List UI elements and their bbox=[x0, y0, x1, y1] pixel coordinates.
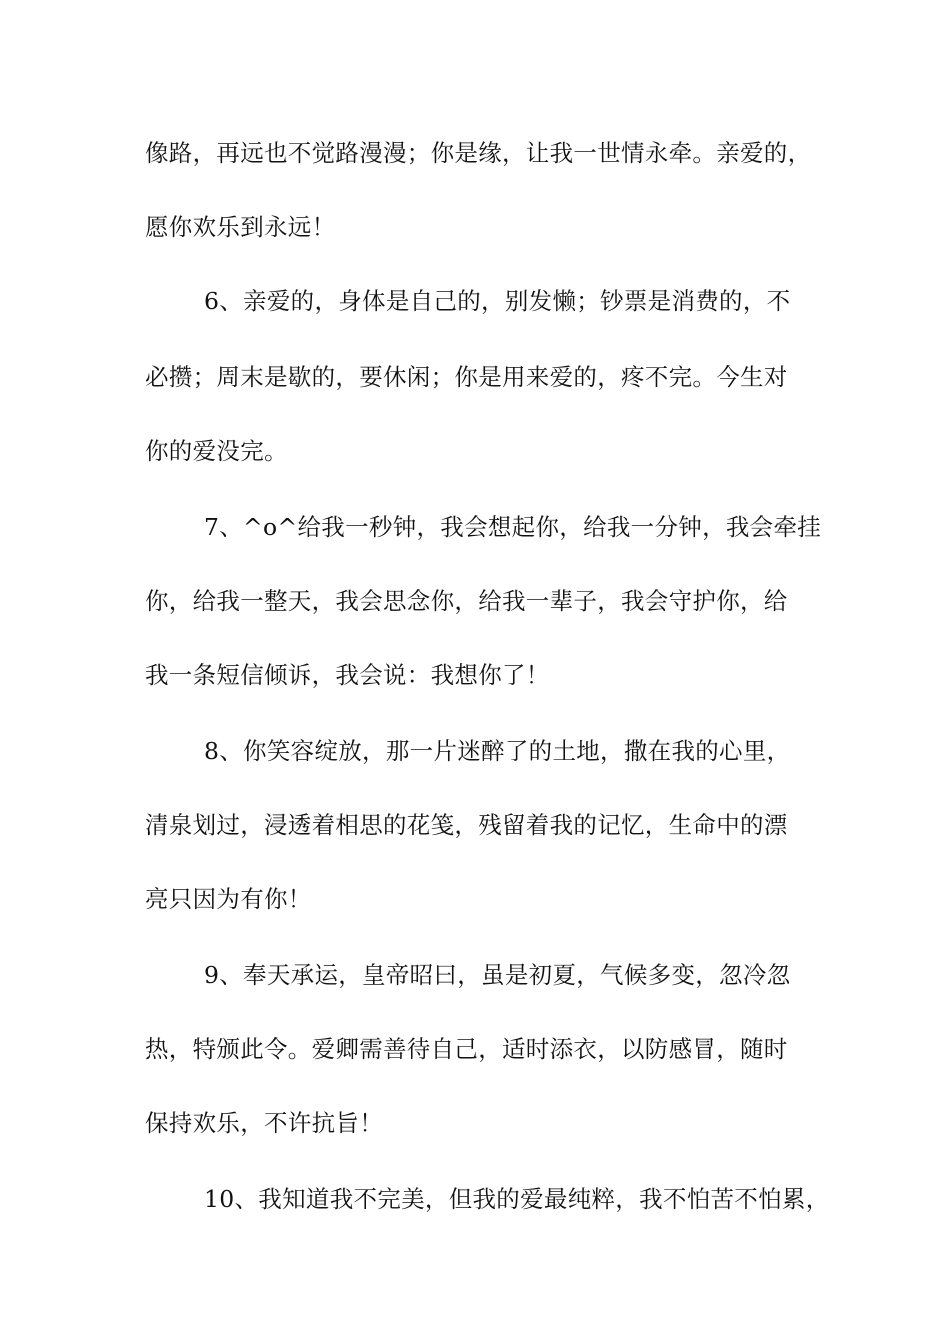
paragraph-10-start: 10、我知道我不完美，但我的爱最纯粹，我不怕苦不怕累， bbox=[204, 1185, 830, 1213]
text-line: 你，给我一整天，我会思念你，给我一辈子，我会守护你，给 bbox=[145, 587, 788, 615]
text-line: 清泉划过，浸透着相思的花笺，残留着我的记忆，生命中的漂 bbox=[145, 811, 788, 839]
text-line: 我一条短信倾诉，我会说：我想你了！ bbox=[145, 661, 550, 689]
text-line: 愿你欢乐到永远！ bbox=[145, 213, 336, 241]
text-line: 保持欢乐，不许抗旨！ bbox=[145, 1109, 383, 1137]
text-line: 热，特颁此令。爱卿需善待自己，适时添衣，以防感冒，随时 bbox=[145, 1035, 788, 1063]
text-line: 亮只因为有你！ bbox=[145, 885, 312, 913]
text-line: 你的爱没完。 bbox=[145, 437, 288, 465]
paragraph-8-start: 8、你笑容绽放，那一片迷醉了的土地，撒在我的心里， bbox=[204, 737, 791, 765]
paragraph-9-start: 9、奉天承运，皇帝昭曰，虽是初夏，气候多变，忽冷忽 bbox=[204, 961, 791, 989]
text-line: 必攒；周末是歇的，要休闲；你是用来爱的，疼不完。今生对 bbox=[145, 363, 788, 391]
text-line: 像路，再远也不觉路漫漫；你是缘，让我一世情永牵。亲爱的， bbox=[145, 139, 812, 167]
paragraph-6-start: 6、亲爱的，身体是自己的，别发懒；钞票是消费的，不 bbox=[204, 287, 791, 315]
paragraph-7-start: 7、^o^给我一秒钟，我会想起你，给我一分钟，我会牵挂 bbox=[204, 513, 822, 541]
